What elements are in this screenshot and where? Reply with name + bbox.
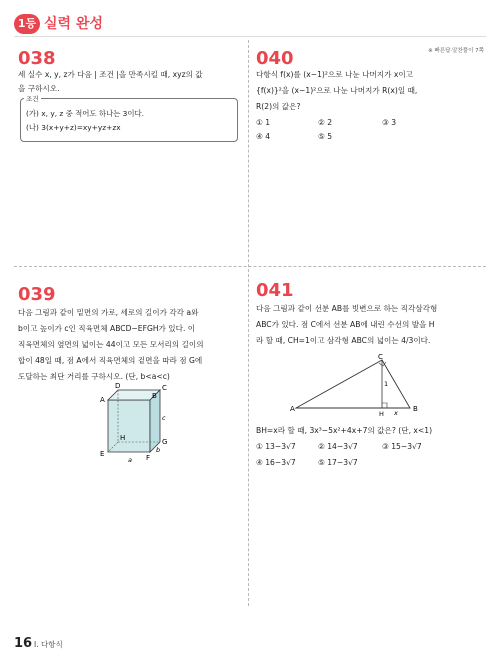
segment-label-ch: 1 xyxy=(384,380,389,388)
dimension-label-b: b xyxy=(156,446,161,454)
q041-text-line-1: 다음 그림과 같이 선분 AB를 빗변으로 하는 직각삼각형 xyxy=(256,304,438,313)
segment-label-bh: x xyxy=(394,409,398,416)
q039-text-line-3: 직육면체의 옆면의 넓이는 44이고 모든 모서리의 길이의 xyxy=(18,340,204,349)
cuboid-front-face xyxy=(108,400,150,452)
choice-4[interactable]: ④ 16−3√7 xyxy=(256,458,296,467)
vertex-label-h: H xyxy=(120,434,126,442)
row-divider xyxy=(14,266,486,267)
cuboid-figure xyxy=(88,382,188,464)
q038-text-line-2: 을 구하시오. xyxy=(18,84,60,93)
question-number-041: 041 xyxy=(256,280,294,301)
vertex-label-b: B xyxy=(152,392,157,400)
grade-badge: 1등급 xyxy=(14,14,40,34)
right-triangle-figure xyxy=(290,354,430,416)
vertex-label-a: A xyxy=(100,396,105,404)
q041-text-line-3: 라 할 때, CH=1이고 삼각형 ABC의 넓이는 4/3이다. xyxy=(256,336,431,345)
header-divider xyxy=(14,36,486,37)
vertex-label-d: D xyxy=(115,382,121,390)
q039-text-line-2: b이고 높이가 c인 직육면체 ABCD−EFGH가 있다. 이 xyxy=(18,324,196,333)
right-angle-mark-h xyxy=(382,403,387,408)
triangle-vertex-c: C xyxy=(378,354,383,361)
vertex-label-e: E xyxy=(100,450,105,458)
triangle-vertex-a: A xyxy=(290,405,295,413)
condition-label: 조건 xyxy=(26,95,39,103)
q039-text-line-4: 합이 48일 때, 점 A에서 직육면체의 겉면을 따라 점 G에 xyxy=(18,356,203,365)
answer-source-note: ※ 빠른답·알찬풀이 7쪽 xyxy=(428,48,484,54)
dimension-label-a: a xyxy=(128,456,132,464)
column-divider xyxy=(248,40,249,606)
condition-1: (가) x, y, z 중 적어도 하나는 3이다. xyxy=(26,109,144,118)
dimension-label-c: c xyxy=(162,414,166,422)
q041-text-line-2: ABC가 있다. 점 C에서 선분 AB에 내린 수선의 발을 H xyxy=(256,320,435,329)
question-number-040: 040 xyxy=(256,48,294,69)
choice-5[interactable]: ⑤ 17−3√7 xyxy=(318,458,358,467)
chapter-label: I. 다항식 xyxy=(34,640,63,649)
choice-1[interactable]: ① 1 xyxy=(256,118,271,127)
choice-2[interactable]: ② 14−3√7 xyxy=(318,442,358,451)
choice-2[interactable]: ② 2 xyxy=(318,118,333,127)
q040-text-line-3: R(2)의 값은? xyxy=(256,102,301,111)
vertex-label-c: C xyxy=(162,384,167,392)
choice-3[interactable]: ③ 3 xyxy=(382,118,397,127)
q038-text-line-1: 세 실수 x, y, z가 다음 | 조건 |을 만족시킬 때, xyz의 값 xyxy=(18,70,203,79)
choice-1[interactable]: ① 13−3√7 xyxy=(256,442,296,451)
triangle-vertex-b: B xyxy=(413,405,418,413)
q041-question: BH=x라 할 때, 3x³−5x²+4x+7의 값은? (단, x<1) xyxy=(256,426,433,435)
q040-text-line-1: 다항식 f(x)를 (x−1)²으로 나눈 나머지가 x이고 xyxy=(256,70,414,79)
page-number: 16 xyxy=(14,636,33,651)
condition-2: (나) 3(x+y+z)=xy+yz+zx xyxy=(26,123,121,132)
choice-5[interactable]: ⑤ 5 xyxy=(318,132,333,141)
vertex-label-g: G xyxy=(162,438,168,446)
triangle-point-h: H xyxy=(379,410,384,416)
section-title: 실력 완성 xyxy=(44,16,103,32)
question-number-038: 038 xyxy=(18,48,56,69)
q039-text-line-5: 도달하는 최단 거리를 구하시오. (단, b<a<c) xyxy=(18,372,170,381)
q040-text-line-2: {f(x)}²을 (x−1)²으로 나눈 나머지가 R(x)일 때, xyxy=(256,86,418,95)
condition-box xyxy=(20,98,238,142)
q039-text-line-1: 다음 그림과 같이 밑면의 가로, 세로의 길이가 각각 a와 xyxy=(18,308,199,317)
question-number-039: 039 xyxy=(18,284,56,305)
choice-4[interactable]: ④ 4 xyxy=(256,132,271,141)
vertex-label-f: F xyxy=(146,454,151,462)
triangle-abc xyxy=(296,360,410,408)
choice-3[interactable]: ③ 15−3√7 xyxy=(382,442,422,451)
